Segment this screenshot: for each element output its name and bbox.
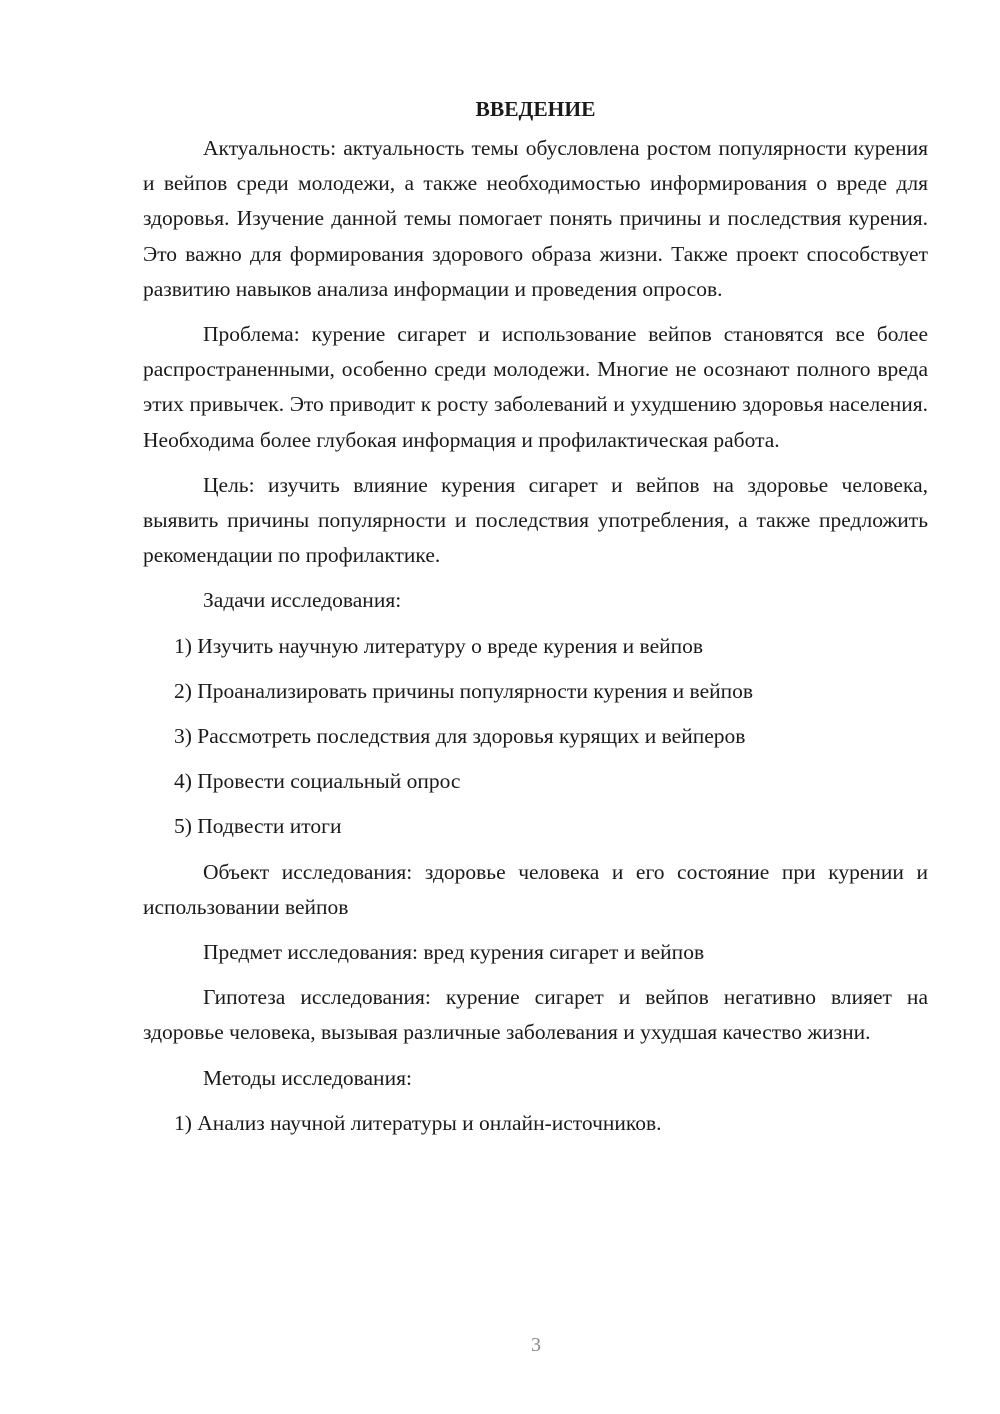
task-item-1: 1) Изучить научную литературу о вреде курения и вейпов: [174, 633, 704, 658]
document-page: [143, 92, 928, 1151]
paragraph-problem: Проблема: курение сигарет и использование вейпов становятся все более распространенными, особенно среди молодежи. Многие не осознают полного вреда этих привычек. Это приводит к росту заболеваний и ухудшению здоровья населения. Необходима более глубокая информация и профилактическая работа.: [143, 322, 928, 452]
paragraph-object: Объект исследования: здоровье человека и его состояние при курении и использовании вейпов: [143, 859, 928, 919]
paragraph-relevance: Актуальность: актуальность темы обусловлена ростом популярности курения и вейпов среди молодежи, а также необходимостью информирования о вреде для здоровья. Изучение данной темы помогает понять причины и последствия курения. Это важно для формирования здорового образа жизни. Также проект способствует развитию навыков анализа информации и проведения опросов.: [143, 136, 928, 301]
paragraph-subject: Предмет исследования: вред курения сигарет и вейпов: [203, 940, 705, 965]
task-item-3: 3) Рассмотреть последствия для здоровья курящих и вейперов: [174, 724, 746, 749]
paragraph-goal: Цель: изучить влияние курения сигарет и вейпов на здоровье человека, выявить причины популярности и последствия употребления, а также предложить рекомендации по профилактике.: [143, 472, 928, 568]
paragraph-hypothesis: Гипотеза исследования: курение сигарет и вейпов негативно влияет на здоровье человека, вызывая различные заболевания и ухудшая качество жизни.: [143, 985, 928, 1045]
task-item-5: 5) Подвести итоги: [174, 814, 342, 839]
section-title: ВВЕДЕНИЕ: [475, 97, 596, 121]
task-item-4: 4) Провести социальный опрос: [174, 769, 461, 794]
task-item-2: 2) Проанализировать причины популярности курения и вейпов: [174, 678, 754, 703]
tasks-heading: Задачи исследования:: [203, 588, 402, 613]
methods-heading: Методы исследования:: [203, 1065, 412, 1090]
method-item-1: 1) Анализ научной литературы и онлайн-источников.: [174, 1110, 662, 1135]
page-number: 3: [531, 1334, 541, 1356]
